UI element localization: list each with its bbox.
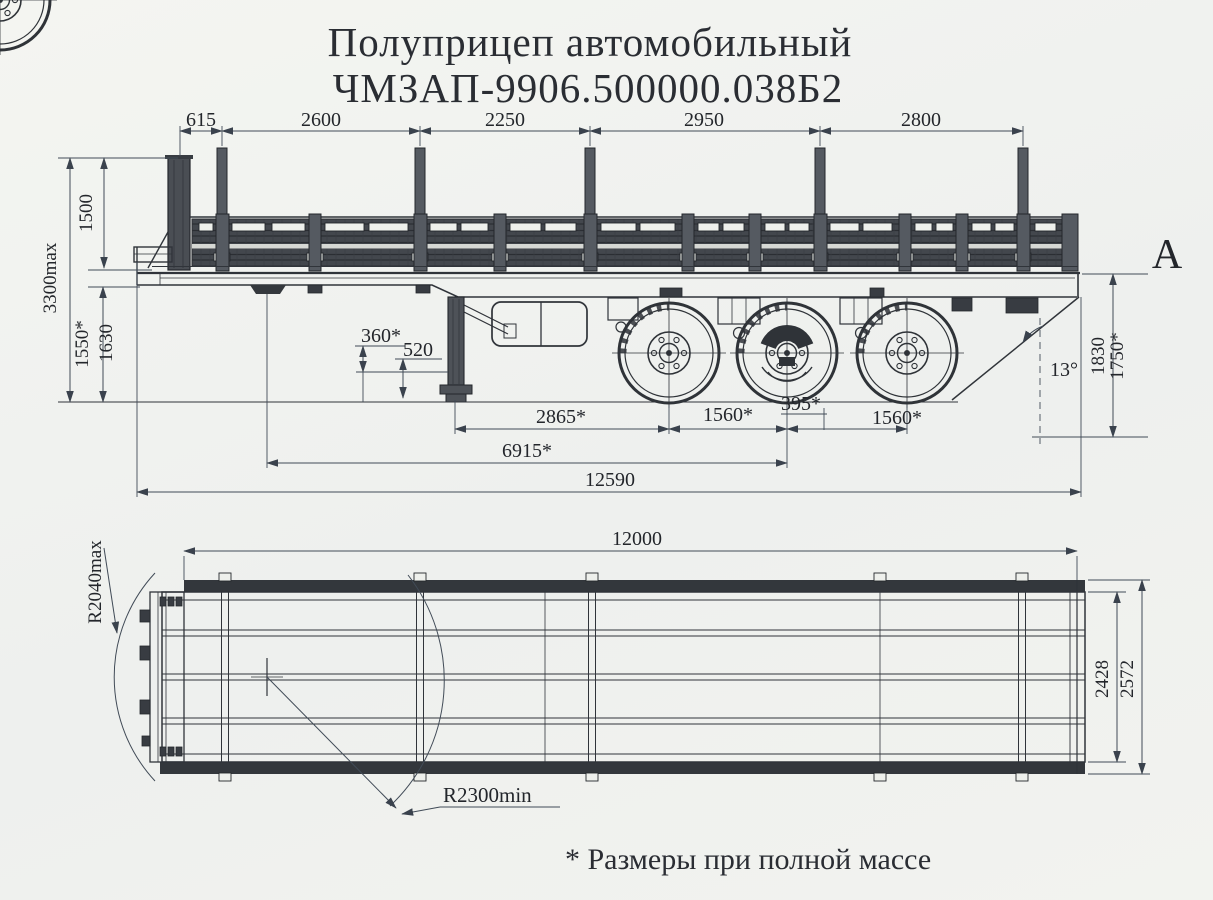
platform-frame [134,247,1080,400]
front-swing-arc [114,573,155,781]
dim-platform-width: 2428 [1092,660,1113,698]
kingpin-plate [250,285,286,294]
dim-395: 395* [781,393,821,415]
plan-width-dimensions [1088,580,1150,774]
dim-platform-height: 1630 [96,324,117,362]
wheel-axle-3 [850,298,964,408]
dim-kingpin-to-bogie: 6915* [502,440,552,462]
dim-stake-spacing-5: 2800 [901,109,941,131]
plan-cross-members [222,580,1078,774]
front-wall [148,155,193,270]
left-height-dimensions [40,158,178,402]
dim-overall-height: 3300max [40,242,61,314]
dim-clearance-520: 520 [403,339,433,361]
dim-stake-height: 1500 [76,194,97,232]
wheel-axle-2 [730,298,844,408]
dim-overall-width: 2572 [1117,660,1138,698]
stakes [217,148,1028,218]
dim-front-swing-radius: R2040max [85,540,106,624]
dim-stake-spacing-2: 2600 [301,109,341,131]
dim-departure-angle: 13° [1050,359,1078,381]
drawing-title: Полуприцеп автомобильный [327,19,853,65]
dim-stake-spacing-4: 2950 [684,109,724,131]
dim-rear-frame-height-loaded: 1750* [1107,332,1128,380]
view-label: A [1151,232,1183,278]
right-height-dimensions [1023,274,1148,444]
plan-view [85,528,1150,814]
footnote: * Размеры при полной массе [565,843,932,876]
landing-gear [440,297,516,402]
drawing-model-number: ЧМЗАП-9906.500000.038Б2 [332,65,844,111]
plan-bottom-board [160,762,1085,774]
plan-stake-pockets [219,573,1028,781]
dim-rear-frame-height: 1830 [1088,337,1109,375]
dim-axle1-axle2: 1560* [703,404,753,426]
dim-stake-spacing-1: 615 [186,109,216,131]
wheel-axle-1 [612,298,726,408]
top-dimension-row [180,109,1023,156]
side-boards [190,214,1078,271]
dim-stake-spacing-3: 2250 [485,109,525,131]
rear-swing-radius-line [267,677,396,808]
dim-overall-length: 12590 [585,469,635,491]
dim-gear-to-axle1: 2865* [536,406,586,428]
plan-top-board [184,580,1085,592]
rear-lights [1006,298,1038,313]
dim-clearance-360: 360* [361,325,401,347]
clearance-dimensions [355,325,448,402]
dim-platform-length: 12000 [612,528,662,550]
dim-platform-height-loaded: 1550* [72,320,93,368]
dim-rear-swing-radius: R2300min [443,783,532,807]
dim-axle2-axle3: 1560* [872,407,922,429]
